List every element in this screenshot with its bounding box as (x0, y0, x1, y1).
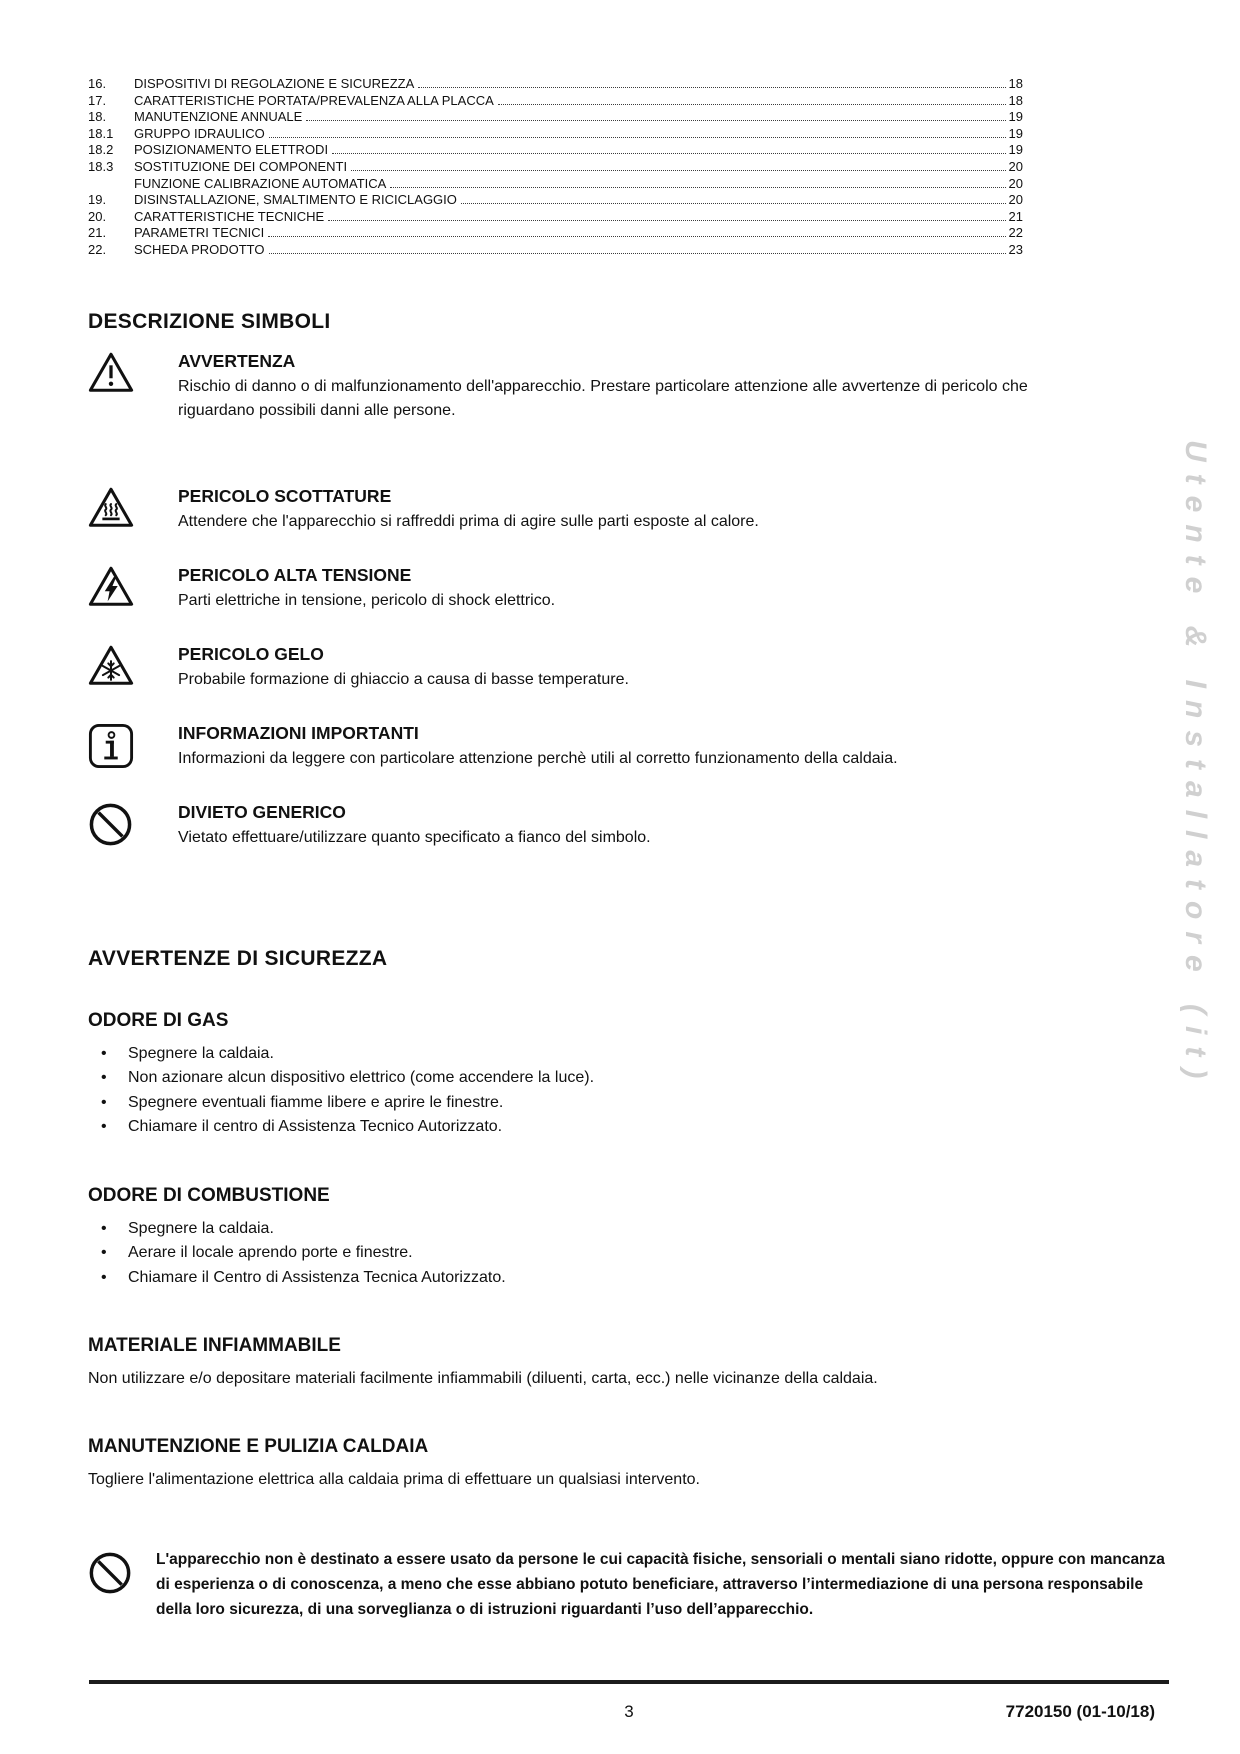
toc-page-number: 21 (1008, 208, 1023, 224)
toc-dotted-leader (269, 253, 1006, 254)
symbol-description: Parti elettriche in tensione, pericolo di shock elettrico. (178, 591, 556, 609)
symbol-description: Vietato effettuare/utilizzare quanto specificato a fianco del simbolo. (178, 828, 651, 846)
maintenance-paragraph: Togliere l'alimentazione elettrica alla caldaia prima di effettuare un qualsiasi intervento. (88, 1471, 700, 1489)
toc-entry (88, 209, 1023, 226)
maintenance-heading: MANUTENZIONE E PULIZIA CALDAIA (88, 1436, 429, 1458)
combustion-smell-heading: ODORE DI COMBUSTIONE (88, 1184, 330, 1206)
toc-number: 18.2 (88, 142, 114, 158)
toc-entry (88, 159, 1023, 176)
toc-page-number: 19 (1008, 125, 1023, 141)
bullet-icon: • (101, 1069, 107, 1087)
toc-number: 16. (88, 76, 107, 91)
prohibition-icon (88, 1547, 156, 1622)
bullet-text: Aerare il locale aprendo porte e finestre. (128, 1244, 413, 1262)
symbol-title: DIVIETO GENERICO (178, 801, 346, 822)
symbols-section-title: DESCRIZIONE SIMBOLI (88, 309, 331, 333)
toc-number: 22. (88, 241, 107, 257)
toc-dotted-leader (269, 137, 1006, 138)
toc-title: POSIZIONAMENTO ELETTRODI (134, 142, 329, 158)
symbol-description: Rischio di danno o di malfunzionamento dell'apparecchio. Prestare particolare attenzione alle avvertenze di pericolo che riguardano possibili danni alle persone. (178, 377, 1028, 419)
symbol-title: INFORMAZIONI IMPORTANTI (178, 722, 419, 743)
frost-icon (88, 643, 178, 692)
list-item (88, 1217, 1038, 1242)
toc-title: DISINSTALLAZIONE, SMALTIMENTO E RICICLAGGIO (134, 192, 457, 208)
toc-title: MANUTENZIONE ANNUALE (134, 109, 303, 125)
list-item (88, 1042, 1038, 1067)
footer (89, 1702, 1169, 1726)
bullet-icon: • (101, 1219, 107, 1237)
toc-entry (88, 93, 1023, 110)
toc-title: FUNZIONE CALIBRAZIONE AUTOMATICA (134, 175, 387, 191)
bullet-text: Spegnere la caldaia. (128, 1044, 274, 1062)
toc-dotted-leader (332, 153, 1005, 154)
important-information-icon (88, 722, 178, 771)
symbol-title: PERICOLO ALTA TENSIONE (178, 564, 412, 585)
toc-title: SCHEDA PRODOTTO (134, 241, 265, 257)
page-number: 3 (624, 1702, 634, 1721)
toc-entry (88, 142, 1023, 159)
list-item (88, 1266, 1038, 1291)
prohibition-icon (88, 801, 178, 850)
toc-entry (88, 242, 1023, 259)
toc-entry (88, 76, 1023, 93)
toc-number: 17. (88, 92, 107, 108)
toc-page-number: 19 (1008, 142, 1023, 158)
list-item (88, 1241, 1038, 1266)
table-of-contents (88, 76, 1023, 259)
bullet-text: Chiamare il centro di Assistenza Tecnico Autorizzato. (128, 1118, 503, 1136)
toc-title: DISPOSITIVI DI REGOLAZIONE E SICUREZZA (134, 76, 415, 91)
toc-title: PARAMETRI TECNICI (134, 225, 265, 241)
toc-dotted-leader (498, 104, 1006, 105)
toc-number: 18. (88, 109, 107, 125)
toc-number: 19. (88, 192, 107, 208)
toc-page-number: 19 (1008, 109, 1023, 125)
toc-dotted-leader (268, 236, 1005, 237)
symbol-description: Informazioni da leggere con particolare attenzione perchè utili al corretto funzionamento della caldaia. (178, 749, 898, 767)
symbol-title: AVVERTENZA (178, 350, 296, 371)
toc-entry (88, 176, 1023, 193)
toc-entry (88, 109, 1023, 126)
bullet-text: Spegnere eventuali fiamme libere e aprire le finestre. (128, 1093, 504, 1111)
bullet-text: Chiamare il Centro di Assistenza Tecnica Autorizzato. (128, 1268, 506, 1286)
list-item (88, 1115, 1038, 1140)
symbol-item (88, 350, 1170, 423)
symbol-description: Attendere che l'apparecchio si raffreddi prima di agire sulle parti esposte al calore. (178, 512, 759, 530)
toc-dotted-leader (461, 203, 1006, 204)
symbol-item (88, 485, 1170, 534)
toc-number: 18.1 (88, 125, 114, 141)
toc-dotted-leader (351, 170, 1005, 171)
toc-entry (88, 126, 1023, 143)
toc-title: CARATTERISTICHE PORTATA/PREVALENZA ALLA PLACCA (134, 92, 494, 108)
high-voltage-icon (88, 564, 178, 613)
bullet-icon: • (101, 1118, 107, 1136)
toc-page-number: 23 (1008, 241, 1023, 257)
toc-dotted-leader (328, 220, 1005, 221)
toc-dotted-leader (390, 187, 1005, 188)
symbol-item (88, 801, 1170, 850)
sidebar-vertical-label: Utente & Installatore (it) (1179, 440, 1212, 1091)
toc-title: GRUPPO IDRAULICO (134, 125, 265, 141)
symbol-description: Probabile formazione di ghiaccio a causa di basse temperature. (178, 670, 629, 688)
symbol-item (88, 643, 1170, 692)
safety-section-title: AVVERTENZE DI SICUREZZA (88, 946, 388, 970)
toc-number: 21. (88, 225, 107, 241)
prohibition-notice (88, 1547, 1170, 1622)
flammable-material-paragraph: Non utilizzare e/o depositare materiali facilmente infiammabili (diluenti, carta, ecc.) nelle vicinanze della caldaia. (88, 1370, 878, 1388)
list-item (88, 1066, 1038, 1091)
bullet-text: Spegnere la caldaia. (128, 1219, 274, 1237)
toc-number: 20. (88, 208, 107, 224)
toc-page-number: 18 (1008, 92, 1023, 108)
hot-surface-icon (88, 485, 178, 534)
toc-page-number: 20 (1008, 175, 1023, 191)
document-code: 7720150 (01-10/18) (1005, 1702, 1155, 1721)
bullet-text: Non azionare alcun dispositivo elettrico (come accendere la luce). (128, 1069, 595, 1087)
toc-title: SOSTITUZIONE DEI COMPONENTI (134, 158, 348, 174)
gas-smell-heading: ODORE DI GAS (88, 1009, 229, 1031)
toc-page-number: 22 (1008, 225, 1023, 241)
toc-page-number: 20 (1008, 158, 1023, 174)
toc-page-number: 18 (1008, 76, 1023, 91)
toc-number: 18.3 (88, 158, 114, 174)
bullet-icon: • (101, 1244, 107, 1262)
footer-divider (89, 1680, 1169, 1684)
toc-page-number: 20 (1008, 192, 1023, 208)
toc-entry (88, 225, 1023, 242)
bullet-icon: • (101, 1268, 107, 1286)
toc-dotted-leader (418, 87, 1005, 88)
symbol-title: PERICOLO SCOTTATURE (178, 485, 392, 506)
toc-dotted-leader (306, 120, 1005, 121)
flammable-material-heading: MATERIALE INFIAMMABILE (88, 1335, 341, 1357)
list-item (88, 1091, 1038, 1116)
bullet-icon: • (101, 1044, 107, 1062)
warning-triangle-icon (88, 350, 178, 423)
prohibition-notice-text: L'apparecchio non è destinato a essere usato da persone le cui capacità fisiche, sensoriali o mentali siano ridotte, oppure con mancanza di esperienza o di conoscenza, a meno che esse abbiano potuto beneficiare, attraverso l’intermediazione di una persona responsabile della loro sicurezza, di una sorveglianza o di istruzioni riguardanti l’uso dell’apparecchio. (156, 1551, 1165, 1619)
symbol-item (88, 564, 1170, 613)
symbol-title: PERICOLO GELO (178, 643, 324, 664)
toc-entry (88, 192, 1023, 209)
symbol-item (88, 722, 1170, 771)
bullet-icon: • (101, 1093, 107, 1111)
toc-title: CARATTERISTICHE TECNICHE (134, 208, 325, 224)
